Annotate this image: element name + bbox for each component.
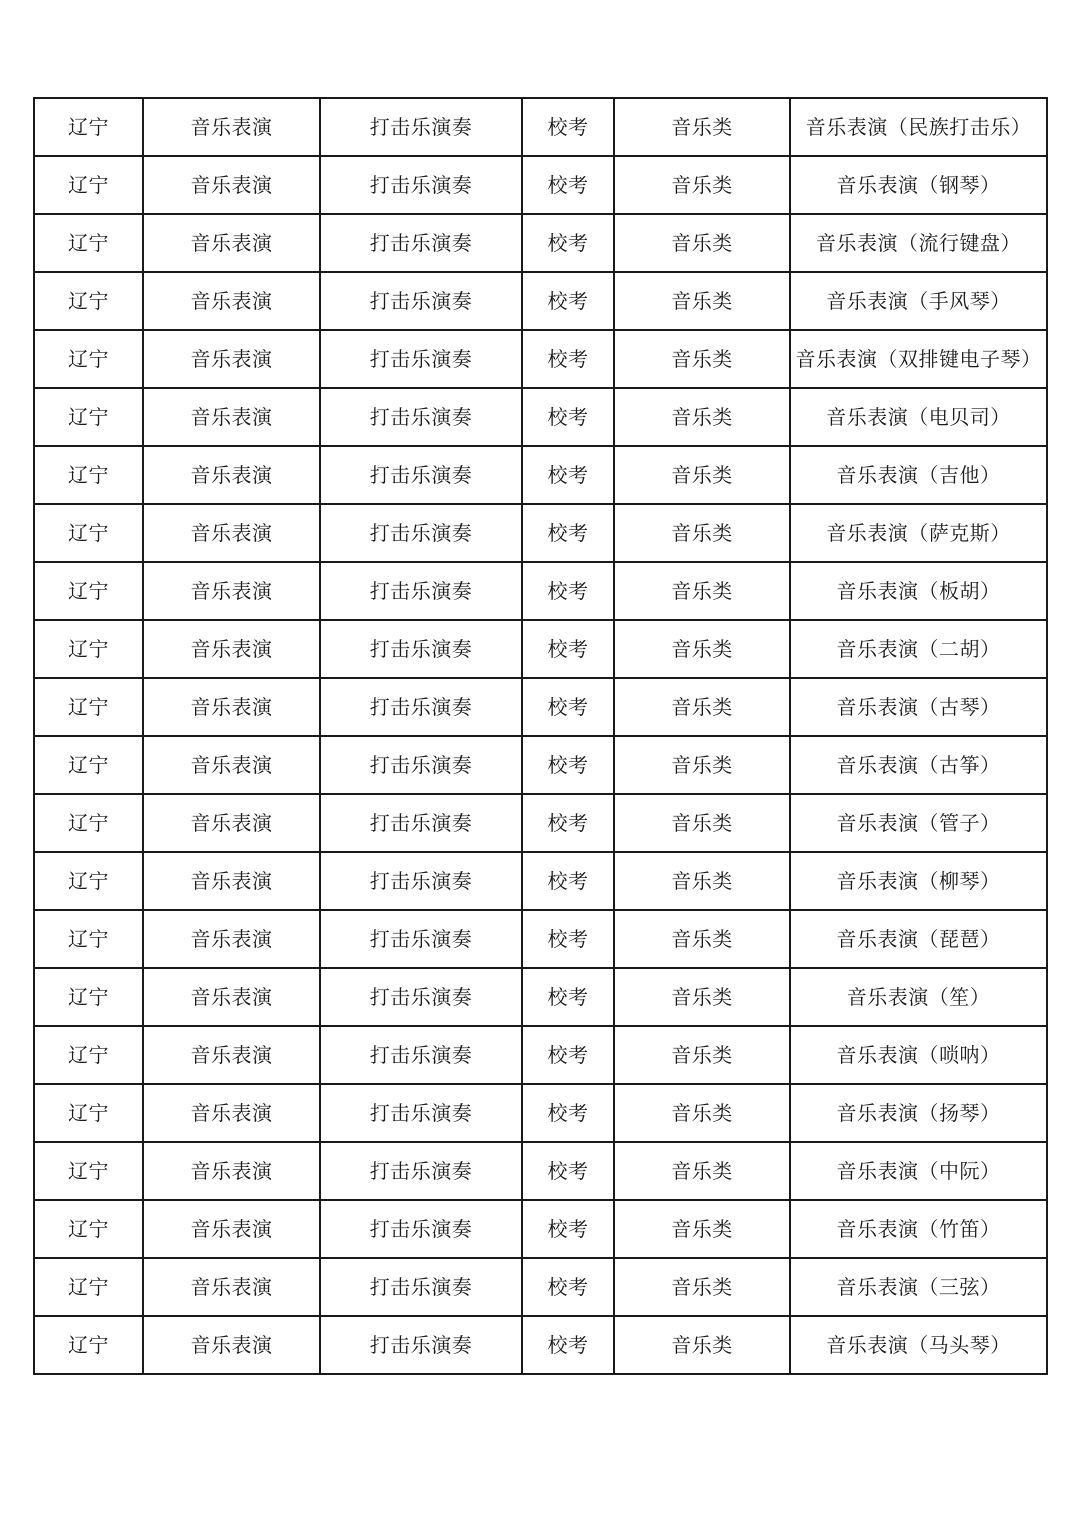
table-row bbox=[34, 1026, 1047, 1084]
direction-cell: 打击乐演奏 bbox=[320, 272, 522, 330]
exam-type-cell: 校考 bbox=[522, 794, 614, 852]
subject-cell: 音乐表演（电贝司） bbox=[790, 388, 1047, 446]
table-row bbox=[34, 272, 1047, 330]
direction-cell: 打击乐演奏 bbox=[320, 446, 522, 504]
exam-type-cell: 校考 bbox=[522, 272, 614, 330]
province-cell: 辽宁 bbox=[34, 968, 143, 1026]
direction-cell: 打击乐演奏 bbox=[320, 388, 522, 446]
exam-type-cell: 校考 bbox=[522, 1026, 614, 1084]
table-row bbox=[34, 1084, 1047, 1142]
province-cell: 辽宁 bbox=[34, 1084, 143, 1142]
major-cell: 音乐表演 bbox=[143, 794, 320, 852]
subject-cell: 音乐表演（古琴） bbox=[790, 678, 1047, 736]
category-cell: 音乐类 bbox=[614, 272, 790, 330]
major-cell: 音乐表演 bbox=[143, 1084, 320, 1142]
exam-type-cell: 校考 bbox=[522, 968, 614, 1026]
major-cell: 音乐表演 bbox=[143, 1200, 320, 1258]
direction-cell: 打击乐演奏 bbox=[320, 736, 522, 794]
category-cell: 音乐类 bbox=[614, 1200, 790, 1258]
subject-cell: 音乐表演（笙） bbox=[790, 968, 1047, 1026]
category-cell: 音乐类 bbox=[614, 852, 790, 910]
table-row bbox=[34, 562, 1047, 620]
direction-cell: 打击乐演奏 bbox=[320, 504, 522, 562]
table-row bbox=[34, 794, 1047, 852]
province-cell: 辽宁 bbox=[34, 446, 143, 504]
direction-cell: 打击乐演奏 bbox=[320, 620, 522, 678]
direction-cell: 打击乐演奏 bbox=[320, 1084, 522, 1142]
category-cell: 音乐类 bbox=[614, 98, 790, 156]
exam-type-cell: 校考 bbox=[522, 910, 614, 968]
category-cell: 音乐类 bbox=[614, 446, 790, 504]
subject-cell: 音乐表演（民族打击乐） bbox=[790, 98, 1047, 156]
category-cell: 音乐类 bbox=[614, 620, 790, 678]
subject-cell: 音乐表演（柳琴） bbox=[790, 852, 1047, 910]
table-row bbox=[34, 214, 1047, 272]
direction-cell: 打击乐演奏 bbox=[320, 794, 522, 852]
subject-cell: 音乐表演（双排键电子琴） bbox=[790, 330, 1047, 388]
province-cell: 辽宁 bbox=[34, 330, 143, 388]
category-cell: 音乐类 bbox=[614, 1316, 790, 1374]
subject-cell: 音乐表演（手风琴） bbox=[790, 272, 1047, 330]
direction-cell: 打击乐演奏 bbox=[320, 1026, 522, 1084]
major-cell: 音乐表演 bbox=[143, 678, 320, 736]
category-cell: 音乐类 bbox=[614, 156, 790, 214]
table-row bbox=[34, 1200, 1047, 1258]
major-cell: 音乐表演 bbox=[143, 852, 320, 910]
subject-cell: 音乐表演（扬琴） bbox=[790, 1084, 1047, 1142]
exam-type-cell: 校考 bbox=[522, 620, 614, 678]
category-cell: 音乐类 bbox=[614, 562, 790, 620]
exam-type-cell: 校考 bbox=[522, 1084, 614, 1142]
table-row bbox=[34, 1258, 1047, 1316]
category-cell: 音乐类 bbox=[614, 330, 790, 388]
subject-cell: 音乐表演（二胡） bbox=[790, 620, 1047, 678]
province-cell: 辽宁 bbox=[34, 1200, 143, 1258]
province-cell: 辽宁 bbox=[34, 736, 143, 794]
exam-type-cell: 校考 bbox=[522, 1200, 614, 1258]
subject-cell: 音乐表演（中阮） bbox=[790, 1142, 1047, 1200]
category-cell: 音乐类 bbox=[614, 794, 790, 852]
direction-cell: 打击乐演奏 bbox=[320, 852, 522, 910]
table-row bbox=[34, 388, 1047, 446]
major-cell: 音乐表演 bbox=[143, 1258, 320, 1316]
table-row bbox=[34, 156, 1047, 214]
major-cell: 音乐表演 bbox=[143, 910, 320, 968]
direction-cell: 打击乐演奏 bbox=[320, 968, 522, 1026]
category-cell: 音乐类 bbox=[614, 910, 790, 968]
exam-type-cell: 校考 bbox=[522, 156, 614, 214]
table-body bbox=[34, 98, 1047, 1374]
subject-cell: 音乐表演（三弦） bbox=[790, 1258, 1047, 1316]
province-cell: 辽宁 bbox=[34, 562, 143, 620]
category-cell: 音乐类 bbox=[614, 388, 790, 446]
table-row bbox=[34, 736, 1047, 794]
table-row bbox=[34, 910, 1047, 968]
direction-cell: 打击乐演奏 bbox=[320, 562, 522, 620]
category-cell: 音乐类 bbox=[614, 1142, 790, 1200]
category-cell: 音乐类 bbox=[614, 1026, 790, 1084]
table-row bbox=[34, 446, 1047, 504]
direction-cell: 打击乐演奏 bbox=[320, 156, 522, 214]
direction-cell: 打击乐演奏 bbox=[320, 1200, 522, 1258]
subject-cell: 音乐表演（马头琴） bbox=[790, 1316, 1047, 1374]
subject-cell: 音乐表演（竹笛） bbox=[790, 1200, 1047, 1258]
table-row bbox=[34, 98, 1047, 156]
major-cell: 音乐表演 bbox=[143, 98, 320, 156]
direction-cell: 打击乐演奏 bbox=[320, 1258, 522, 1316]
direction-cell: 打击乐演奏 bbox=[320, 1316, 522, 1374]
subject-cell: 音乐表演（萨克斯） bbox=[790, 504, 1047, 562]
table-row bbox=[34, 1142, 1047, 1200]
table-row bbox=[34, 330, 1047, 388]
province-cell: 辽宁 bbox=[34, 852, 143, 910]
table-row bbox=[34, 968, 1047, 1026]
category-cell: 音乐类 bbox=[614, 214, 790, 272]
province-cell: 辽宁 bbox=[34, 620, 143, 678]
exam-type-cell: 校考 bbox=[522, 330, 614, 388]
table-row bbox=[34, 852, 1047, 910]
category-cell: 音乐类 bbox=[614, 968, 790, 1026]
province-cell: 辽宁 bbox=[34, 156, 143, 214]
province-cell: 辽宁 bbox=[34, 1258, 143, 1316]
province-cell: 辽宁 bbox=[34, 388, 143, 446]
exam-type-cell: 校考 bbox=[522, 678, 614, 736]
exam-type-cell: 校考 bbox=[522, 214, 614, 272]
table-row bbox=[34, 504, 1047, 562]
exam-type-cell: 校考 bbox=[522, 736, 614, 794]
major-cell: 音乐表演 bbox=[143, 1142, 320, 1200]
major-cell: 音乐表演 bbox=[143, 968, 320, 1026]
category-cell: 音乐类 bbox=[614, 1084, 790, 1142]
subject-cell: 音乐表演（古筝） bbox=[790, 736, 1047, 794]
province-cell: 辽宁 bbox=[34, 678, 143, 736]
province-cell: 辽宁 bbox=[34, 1142, 143, 1200]
table-row bbox=[34, 620, 1047, 678]
major-cell: 音乐表演 bbox=[143, 330, 320, 388]
subject-cell: 音乐表演（唢呐） bbox=[790, 1026, 1047, 1084]
subject-cell: 音乐表演（管子） bbox=[790, 794, 1047, 852]
subject-cell: 音乐表演（吉他） bbox=[790, 446, 1047, 504]
exam-type-cell: 校考 bbox=[522, 504, 614, 562]
subject-cell: 音乐表演（琵琶） bbox=[790, 910, 1047, 968]
exam-type-cell: 校考 bbox=[522, 1316, 614, 1374]
subject-cell: 音乐表演（板胡） bbox=[790, 562, 1047, 620]
direction-cell: 打击乐演奏 bbox=[320, 330, 522, 388]
major-cell: 音乐表演 bbox=[143, 736, 320, 794]
major-cell: 音乐表演 bbox=[143, 1026, 320, 1084]
exam-type-cell: 校考 bbox=[522, 852, 614, 910]
exam-type-cell: 校考 bbox=[522, 446, 614, 504]
province-cell: 辽宁 bbox=[34, 910, 143, 968]
province-cell: 辽宁 bbox=[34, 1026, 143, 1084]
major-cell: 音乐表演 bbox=[143, 446, 320, 504]
exam-type-cell: 校考 bbox=[522, 388, 614, 446]
exam-type-cell: 校考 bbox=[522, 1258, 614, 1316]
exam-type-cell: 校考 bbox=[522, 562, 614, 620]
major-cell: 音乐表演 bbox=[143, 620, 320, 678]
major-cell: 音乐表演 bbox=[143, 388, 320, 446]
direction-cell: 打击乐演奏 bbox=[320, 98, 522, 156]
province-cell: 辽宁 bbox=[34, 794, 143, 852]
province-cell: 辽宁 bbox=[34, 1316, 143, 1374]
major-cell: 音乐表演 bbox=[143, 504, 320, 562]
province-cell: 辽宁 bbox=[34, 214, 143, 272]
major-cell: 音乐表演 bbox=[143, 156, 320, 214]
category-cell: 音乐类 bbox=[614, 736, 790, 794]
exam-type-cell: 校考 bbox=[522, 98, 614, 156]
province-cell: 辽宁 bbox=[34, 98, 143, 156]
major-cell: 音乐表演 bbox=[143, 1316, 320, 1374]
category-cell: 音乐类 bbox=[614, 504, 790, 562]
exam-type-cell: 校考 bbox=[522, 1142, 614, 1200]
major-cell: 音乐表演 bbox=[143, 562, 320, 620]
table-row bbox=[34, 1316, 1047, 1374]
major-cell: 音乐表演 bbox=[143, 214, 320, 272]
direction-cell: 打击乐演奏 bbox=[320, 678, 522, 736]
province-cell: 辽宁 bbox=[34, 272, 143, 330]
subject-cell: 音乐表演（钢琴） bbox=[790, 156, 1047, 214]
major-table bbox=[33, 97, 1048, 1375]
direction-cell: 打击乐演奏 bbox=[320, 214, 522, 272]
major-cell: 音乐表演 bbox=[143, 272, 320, 330]
category-cell: 音乐类 bbox=[614, 678, 790, 736]
direction-cell: 打击乐演奏 bbox=[320, 910, 522, 968]
category-cell: 音乐类 bbox=[614, 1258, 790, 1316]
direction-cell: 打击乐演奏 bbox=[320, 1142, 522, 1200]
subject-cell: 音乐表演（流行键盘） bbox=[790, 214, 1047, 272]
table-row bbox=[34, 678, 1047, 736]
province-cell: 辽宁 bbox=[34, 504, 143, 562]
